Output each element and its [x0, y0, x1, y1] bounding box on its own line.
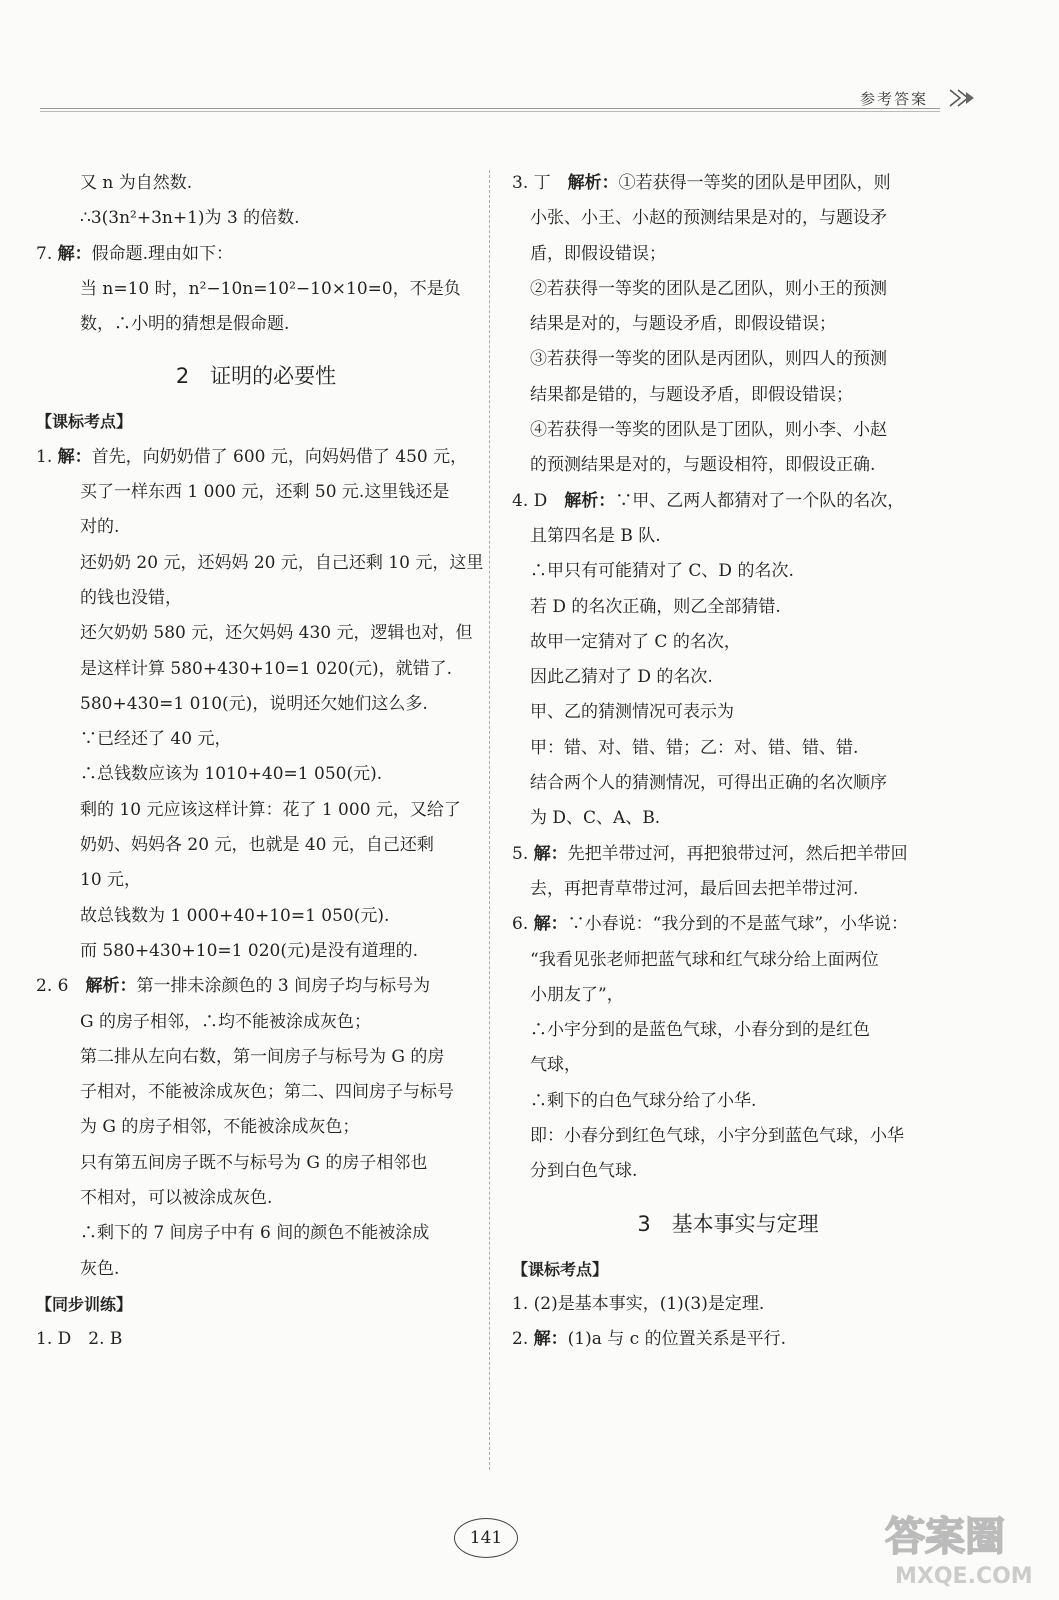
text-line: 故甲一定猜对了 C 的名次， — [530, 631, 741, 652]
text-line: 小朋友了”， — [530, 984, 624, 1005]
text-line: 结合两个人的猜测情况，可得出正确的名次顺序 — [530, 773, 887, 794]
text-line: 因此乙猜对了 D 的名次. — [530, 667, 713, 688]
text-line: 还欠奶奶 580 元，还欠妈妈 430 元，逻辑也对，但 — [80, 623, 473, 644]
question-number: 2. — [512, 1329, 534, 1350]
text-line: 买了一样东西 1 000 元，还剩 50 元.这里钱还是 — [80, 482, 450, 503]
column-divider — [489, 170, 490, 1470]
answer-label: 解： — [533, 843, 568, 864]
question-number: 5. — [512, 843, 534, 864]
question-number: 7. — [36, 243, 58, 264]
text-line: 甲：错、对、错、错；乙：对、错、错、错. — [530, 737, 859, 758]
question-3 — [512, 166, 944, 201]
text-line: 是这样计算 580+430+10=1 020(元)，就错了. — [80, 658, 452, 679]
text-line: 的钱也没错， — [80, 587, 182, 608]
question-4-lines — [512, 519, 944, 837]
page-number: 141 — [454, 1518, 518, 1558]
question-text: ∵小春说：“我分到的不是蓝气球”，小华说： — [567, 914, 909, 935]
section3-question-2 — [512, 1322, 944, 1357]
question-text: ①若获得一等奖的团队是甲团队，则 — [618, 173, 891, 193]
left-column — [36, 166, 484, 1358]
question-number: 2. 6 — [36, 976, 86, 997]
header-title: 参考答案 — [860, 90, 929, 108]
question-7 — [36, 237, 476, 272]
header-arrow-icon — [948, 86, 978, 110]
text-line: 10 元， — [80, 870, 142, 891]
text-line: ∴剩下的 7 间房子中有 6 间的颜色不能被涂成 — [80, 1223, 430, 1244]
answer-label: 解析： — [564, 490, 616, 511]
question-6-lines — [512, 943, 944, 1190]
question-text: ∵甲、乙两人都猜对了一个队的名次， — [615, 490, 905, 511]
text-line: 小张、小王、小赵的预测结果是对的，与题设矛 — [530, 208, 887, 229]
sync-training-answers: 1. D 2. B — [36, 1329, 123, 1350]
question-text: 第一排未涂颜色的 3 间房子均与标号为 — [136, 976, 431, 997]
text-line: 而 580+430+10=1 020(元)是没有道理的. — [80, 940, 418, 961]
right-column — [512, 166, 944, 1358]
text-line: 还奶奶 20 元，还妈妈 20 元，自己还剩 10 元，这里 — [80, 552, 484, 573]
text-line: 分到白色气球. — [530, 1161, 638, 1182]
text-line: ④若获得一等奖的团队是丁团队，则小李、小赵 — [530, 420, 887, 441]
text-line: 结果是对的，与题设矛盾，即假设错误； — [530, 314, 836, 335]
text-line: ∴甲只有可能猜对了 C、D 的名次. — [530, 561, 794, 582]
question-number: 4. D — [512, 490, 565, 511]
text-line: 若 D 的名次正确，则乙全部猜错. — [530, 596, 781, 617]
text-line: ∴剩下的白色气球分给了小华. — [530, 1090, 757, 1111]
answer-label: 解： — [57, 243, 92, 264]
section-tag: 【同步训练】 — [36, 1294, 133, 1314]
question-text: 先把羊带过河，再把狼带过河，然后把羊带回 — [567, 843, 908, 864]
text-line: ∴总钱数应该为 1010+40=1 050(元). — [80, 764, 383, 785]
text-line: 结果都是错的，与题设矛盾，即假设错误； — [530, 384, 853, 405]
question-text: 首先，向奶奶借了 600 元，向妈妈借了 450 元， — [91, 446, 468, 467]
question-1 — [36, 440, 476, 475]
question-number: 6. — [512, 914, 534, 935]
text-line: ②若获得一等奖的团队是乙团队，则小王的预测 — [530, 278, 887, 299]
text-line: 只有第五间房子既不与标号为 G 的房子相邻也 — [80, 1152, 428, 1173]
text-line: 奶奶、妈妈各 20 元，也就是 40 元，自己还剩 — [80, 835, 434, 856]
text-line: 为 D、C、A、B. — [530, 808, 661, 829]
text-line: 灰色. — [80, 1258, 120, 1279]
question-3-lines — [512, 201, 944, 483]
text-line: 数，∴小明的猜想是假命题. — [80, 314, 290, 335]
text-line: 又 n 为自然数. — [80, 173, 193, 193]
question-1-lines — [36, 475, 484, 969]
question-5 — [512, 837, 944, 872]
svg-text:答案圈: 答案圈 — [885, 1514, 1005, 1560]
text-line: “我看见张老师把蓝气球和红气球分给上面两位 — [530, 949, 879, 970]
section-tag: 【课标考点】 — [512, 1259, 609, 1279]
question-5-lines — [512, 872, 944, 907]
text-line: 剩的 10 元应该这样计算：花了 1 000 元，又给了 — [80, 799, 461, 820]
left-top-lines — [36, 166, 476, 237]
section3-question-1: 1. (2)是基本事实，(1)(3)是定理. — [512, 1293, 765, 1314]
question-number: 1. — [36, 446, 58, 467]
text-line: 即：小春分到红色气球，小宇分到蓝色气球，小华 — [530, 1126, 904, 1147]
text-line: ∵已经还了 40 元， — [80, 729, 232, 750]
svg-text:MXQE.COM: MXQE.COM — [895, 1564, 1033, 1589]
answer-label: 解析： — [85, 976, 137, 997]
text-line: 甲、乙的猜测情况可表示为 — [530, 702, 734, 723]
text-line: ③若获得一等奖的团队是丙团队，则四人的预测 — [530, 349, 887, 370]
question-text: 假命题.理由如下： — [91, 243, 234, 264]
text-line: 盾，即假设错误； — [530, 243, 666, 264]
text-line: 当 n=10 时，n²−10n=10²−10×10=0，不是负 — [80, 278, 461, 299]
header-rule — [40, 108, 940, 112]
text-line: 对的. — [80, 517, 120, 538]
answer-label: 解： — [57, 446, 92, 467]
text-line: ∴3(3n²+3n+1)为 3 的倍数. — [80, 208, 300, 229]
question-4 — [512, 484, 944, 519]
question-6 — [512, 907, 944, 942]
text-line: 的预测结果是对的，与题设相符，即假设正确. — [530, 455, 876, 476]
text-line: G 的房子相邻，∴均不能被涂成灰色； — [80, 1011, 371, 1032]
text-line: 且第四名是 B 队. — [530, 525, 661, 546]
text-line: 580+430=1 010(元)，说明还欠她们这么多. — [80, 693, 428, 714]
question-2-lines — [36, 1005, 476, 1287]
section-title: 2 证明的必要性 — [175, 364, 337, 389]
section-tag: 【课标考点】 — [36, 412, 133, 432]
text-line: 气球， — [530, 1055, 581, 1076]
question-text: (1)a 与 c 的位置关系是平行. — [567, 1329, 786, 1350]
question-number: 3. 丁 — [512, 173, 568, 193]
text-line: 不相对，可以被涂成灰色. — [80, 1188, 273, 1209]
answer-label: 解： — [533, 1329, 568, 1350]
text-line: 故总钱数为 1 000+40+10=1 050(元). — [80, 905, 390, 926]
question-7-lines — [36, 272, 476, 343]
answer-label: 解： — [533, 914, 568, 935]
text-line: 子相对，不能被涂成灰色；第二、四间房子与标号 — [80, 1082, 454, 1103]
watermark-logo-icon — [875, 1495, 1045, 1595]
answer-label: 解析： — [567, 173, 619, 193]
text-line: 第二排从左向右数，第一间房子与标号为 G 的房 — [80, 1046, 445, 1067]
question-2 — [36, 969, 476, 1004]
text-line: 去，再把青草带过河，最后回去把羊带过河. — [530, 878, 859, 899]
text-line: 为 G 的房子相邻，不能被涂成灰色； — [80, 1117, 360, 1138]
section-title: 3 基本事实与定理 — [637, 1211, 819, 1236]
text-line: ∴小宇分到的是蓝色气球，小春分到的是红色 — [530, 1020, 870, 1041]
